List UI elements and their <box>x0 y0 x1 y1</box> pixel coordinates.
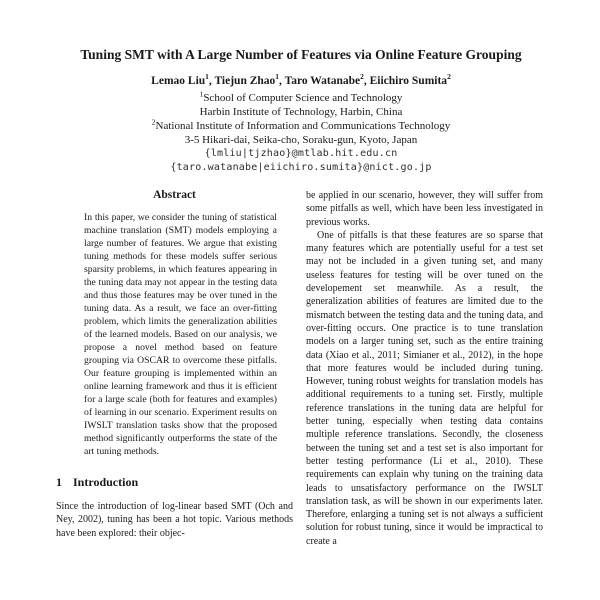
affiliation-mark: 1 <box>199 89 204 99</box>
abstract-heading: Abstract <box>153 189 196 201</box>
introduction-paragraph: Since the introduction of log-linear based SMT (Och and Ney, 2002), tuning has been a hot topic. Various methods have been explored: their objec- <box>56 501 293 539</box>
paper-header <box>56 46 546 175</box>
author-affiliation-mark: 1 <box>275 72 280 82</box>
section-title: Introduction <box>73 475 139 489</box>
abstract-text: In this paper, we consider the tuning of statistical machine translation (SMT) models employing a large number of features. We argue that existing tuning methods for these models suffer serious sparsity problems, in which features appearing in the tuning data may not appear in the testing data and thus those features may be over tuned in the tuning data. As a result, we face an over-fitting problem, which limits the generalization abilities of the learned models. Based on our analysis, we propose a novel method based on feature grouping via OSCAR to overcome these pitfalls. Our feature grouping is implemented within an online learning framework and thus it is efficient for a large scale (both for features and examples) of learning in our scenario. Experiment results on IWSLT translation tasks show that the proposed method significantly outperforms the state of the art tuning methods. <box>84 212 277 457</box>
section-heading-introduction <box>56 475 293 490</box>
affiliation-line: Harbin Institute of Technology, Harbin, China <box>199 106 403 118</box>
email-line: {taro.watanabe|eiichiro.sumita}@nict.go.jp <box>170 162 432 173</box>
author-separator: , <box>363 75 370 87</box>
author-affiliation-mark: 1 <box>205 72 209 82</box>
author: Tiejun Zhao$^1$, <box>214 72 285 87</box>
author-separator: , <box>208 75 215 87</box>
right-column <box>306 189 543 548</box>
author: Eiichiro Sumita$^2$ <box>369 72 451 87</box>
author-line <box>56 74 546 88</box>
section-number: 1 <box>56 475 62 489</box>
affiliation-mark: 2 <box>151 117 156 127</box>
affiliation-line: 3-5 Hikari-dai, Seika-cho, Soraku-gun, Kyoto, Japan <box>184 134 418 146</box>
author-affiliation-mark: 2 <box>360 72 364 82</box>
affiliation-line: $^2$National Institute of Information and Communications Technology <box>151 117 451 132</box>
body-paragraph: One of pitfalls is that these features are so sparse that many features which are potentially useful for a test set may not be included in a given tuning set, and many useless features for testing will be over tuned on the developement set meanwhile. As a result, the generalization abilities of features are limited due to the mismatch between the testing data and the tuning data, and over-fitting occurs. One practice is to tune translation models on a larger tuning set, such as the entire training data (Xiao et al., 2011; Simianer et al., 2012), in the hope that more features would be included during tuning. However, tuning robust weights for translation models has additional requirements to a tuning set. Firstly, multiple reference translations in the tuning data are helpful for better tuning, especially when testing data contains multiple reference translations. Secondly, the closeness between the tuning set and a test set is also important for better testing performance (Li et al., 2010). These requirements can explain why tuning on the training data leads to unsatisfactory performance on the IWSLT translation task, as will be shown in our experiments later. Therefore, enlarging a tuning set is not always a sufficient solution for robust tuning, since it would be impractical to create a <box>306 229 543 547</box>
body-paragraph: be applied in our scenario, however, they will suffer from some pitfalls as well, which have been less investigated in previous works. <box>306 190 543 228</box>
author-separator: , <box>279 75 285 87</box>
paper-title: Tuning SMT with A Large Number of Features via Online Feature Grouping <box>80 47 522 62</box>
author: Lemao Liu$^1$, <box>151 72 215 87</box>
author: Taro Watanabe$^2$, <box>284 72 370 87</box>
author-affiliation-mark: 2 <box>447 72 451 82</box>
two-column-body <box>56 189 546 548</box>
email-line: {lmliu|tjzhao}@mtlab.hit.edu.cn <box>204 148 398 159</box>
left-column <box>56 189 293 548</box>
affiliation-line: $^1$School of Computer Science and Technology <box>199 89 403 104</box>
